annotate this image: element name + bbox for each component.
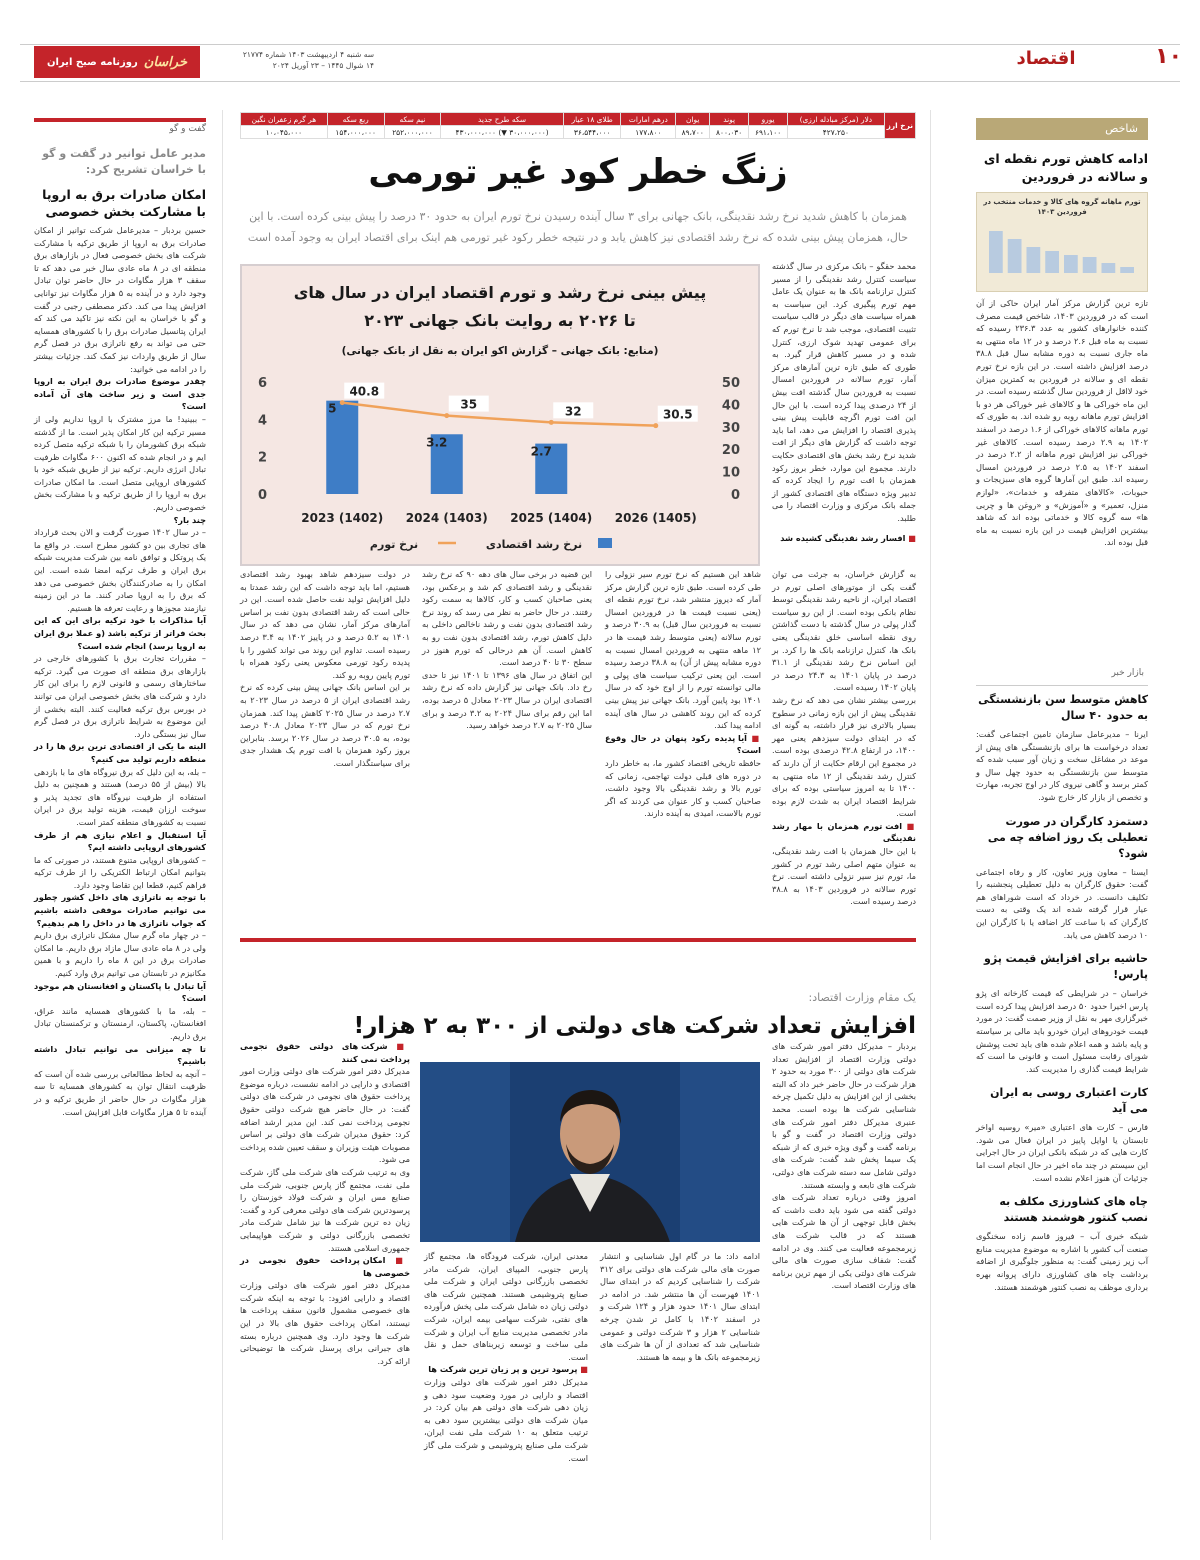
story-headline[interactable]: افزایش تعداد شرکت های دولتی از ۳۰۰ به ۲ هزار! <box>353 1013 916 1039</box>
mini-chart-bar <box>989 231 1003 273</box>
news-body: ایسنا – معاون وزیر تعاون، کار و رفاه اجتماعی گفت: حقوق کارگران به دلیل تعطیلی پنجشنبه را تکلیف دانست. در خرداد که است شوراهای هم عیار قرار گرفته شده اند یک وقتی به دست کارگران که با ساعت کار اضافه یا با کارگران این ۱۰ درصد کاهش می یابد. <box>976 866 1148 940</box>
bullet-icon: ■ <box>385 1255 410 1266</box>
interview-label: گفت و گو <box>34 118 206 136</box>
mini-chart-bar <box>1064 255 1078 273</box>
date-line-1: سه شنبه ۴ اردیبهشت ۱۴۰۳ شماره ۲۱۷۷۴ <box>242 50 374 59</box>
rate-value: (۳۰،۰۰۰،۰۰۰ ▼) ۴۳۰،۰۰۰،۰۰۰ <box>441 126 564 139</box>
story-column-2 <box>600 1250 760 1363</box>
paragraph: بر این اساس بانک جهانی پیش بینی کرده که نرخ رشد اقتصادی ایران از ۵ درصد در سال ۲۰۲۳ به ۲.۷ درصد در سال ۲۰۲۵ کاهش پیدا کند. همزمان نرخ تورم که در سال ۲۰۲۳ معادل ۴۰.۸ درصد بوده، به ۳۰.۵ درصد در سال ۲۰۲۶ برسد. بنابراین بروز رکود همزمان با افت تورم یک هشدار جدی برای سیاستگذار است. <box>240 682 411 768</box>
interview-answer: – در سال ۱۴۰۲ صورت گرفت و الان بحث قرارداد های تجاری بین دو کشور مطرح است. در واقع ما یک پروتکل و توافق نامه بین شرکت مدیریت شبکه برق ایران و طرف ترکیه امضا شده است. این امکان را به صادرکنندگان بخش خصوصی می دهد که برق را به اروپا صادر کنند. ما در این زمینه نیازمند مجوزها و رعایت تعرفه ها هستیم. <box>34 527 206 613</box>
date-line-2: ۱۴ شوال ۱۴۴۵ – ۲۳ آوریل ۲۰۲۴ <box>272 61 374 70</box>
inflation-point <box>340 400 345 405</box>
inflation-label: 30.5 <box>662 407 693 422</box>
subhead-text: شرکت های دولتی حقوق نجومی پرداخت نمی کنند <box>240 1041 410 1064</box>
story-column-4 <box>240 1040 410 1367</box>
mini-chart-bars <box>977 217 1147 287</box>
news-body: ایرنا – مدیرعامل سازمان تامین اجتماعی گفت: تعداد درخواست ها برای بازنشستگی های پیش از موعد در مشاغل سخت و زیان آور سبب شده که متوسط سن بازنشستگی به حدود چهل سال و کمتر برسد و گاهی نیروی کار در اوج تجربه، مهارت و تخصص از بازار کار خارج شود. <box>976 729 1148 802</box>
mini-chart-bar <box>1102 263 1116 273</box>
inflation-label: 35 <box>460 397 478 412</box>
interview-answer: – ببینید! ما مرز مشترک با اروپا نداریم ولی از مسیر ترکیه این کار امکان پذیر است. ما از گذشته شبکه برق کشورمان را با شبکه ترکیه متصل کرده ایم و در انجام شده که اکنون ۶۰۰ مگاوات ظرفیت تبادل انرژی داریم. ترکیه نیز از طریق شبکه خود با کشورهای اروپایی متصل است. ما امکان صادرات برق به اروپا را از طریق ترکیه و با مشارکت بخش خصوصی داریم. <box>34 413 206 513</box>
news-body: شبکه خبری آب – فیروز قاسم زاده سخنگوی صنعت آب کشور با اشاره به موضوع مدیریت منابع آب زیر زمینی گفت: به منظور جلوگیری از اضافه برداشت چاه های کشاورزی دارای پروانه بهره برداری موظف به نصب کنتور هوشمند هستند. <box>976 1231 1148 1292</box>
interview-answer: – در چهار ماه گرم سال مشکل ناترازی برق داریم ولی در ۸ ماه عادی سال مازاد برق داریم. ما امکان صادرات برق در این ۸ ماه را داریم و با همین مکانیزم در تابستان می توانیم برق وارد کنیم. <box>34 930 206 979</box>
chart-svg <box>242 266 758 564</box>
interview-question: آیا استقبال و اعلام نیازی هم از طرف کشورهای اروپایی داشته ایم؟ <box>34 829 206 853</box>
chart-title-line-1: پیش بینی نرخ رشد و تورم اقتصاد ایران در سال های <box>293 283 707 302</box>
main-intro-paragraph: محمد حقگو – بانک مرکزی در سال گذشته سیاست کنترل رشد نقدینگی را از مسیر کنترل ترازنامه بانک ها به عنوان یک عامل مهم تورم پیگیری کرد. این سیاست به همراه سیاست های دیگر در قالب سیاست تثبیت اقتصادی، موجب شد تا نرخ تورم که برای عمومی تهدید شوک ارزی، کنترل شده و در مسیر کاهش قرار گیرد. به طوری که طبق تازه ترین آمارهای مرکز آمار، تورم سالانه در فروردین امسال نسبت به فروردین سال گذشته افت بیش از ۲۴ درصدی پیدا کرده است. با این حال این افت تورم اگرچه قابلیت پیش بینی پذیری اقتصاد را افزایش می دهد، اما باید توجه داشت که گزارش های دیگر از افت شدید نرخ رشد بخش های اقتصادی حکایت دارند. مجموع این موارد، خطر بروز رکود همزمان با افت تورم را ایجاد کرده که تدبیر ویژه دستگاه های اقتصادی کشور از جمله بانک مرکزی و وزارت اقتصاد را می طلبد. <box>772 261 916 523</box>
interview-answer: – آنچه به لحاظ مطالعاتی بررسی شده آن است که ظرفیت انتقال توان به کشورهای همسایه تا سه هزار مگاوات در حال حاضر از طریق ترکیه و در آینده تا ۵ هزار مگاوات قابل افزایش است. <box>34 1068 206 1117</box>
interview-question: با توجه به ناترازی های داخل کشور چطور می توانیم صادرات موفقی داشته باشیم که جواب ناترازی ها در داخل را هم بدهیم؟ <box>34 892 206 928</box>
mini-chart-bar <box>1083 257 1097 273</box>
left-axis-tick: 4 <box>258 413 268 429</box>
paragraph: این اتفاق در سال های ۱۳۹۶ تا ۱۴۰۱ نیز تا حدی رخ داد. بانک جهانی نیز گزارش داده که نرخ رشد اقتصادی ایران در سال ۲۰۲۳ معادل ۵ درصد بوده، اما این رقم برای سال ۲۰۲۴ به ۳.۲ درصد و برای سال ۲۰۲۵ به ۲.۷ درصد خواهد رسید. <box>422 669 593 731</box>
paragraph: با این حال همزمان با افت رشد نقدینگی، به عنوان متهم اصلی رشد تورم در کشور ما، تورم نیز سیر نزولی داشته است. نرخ تورم سالانه در فروردین ۱۴۰۳ به ۳۸.۸ درصد رسیده است. <box>772 846 917 907</box>
mini-chart-bar <box>1120 267 1134 273</box>
interview-question: البته ما یکی از اقتصادی ترین برق ها را در منطقه داریم تولید می کنیم؟ <box>34 741 206 764</box>
inflation-mini-chart <box>976 192 1148 292</box>
legend-inflation: نرخ تورم <box>369 538 419 551</box>
newspaper-logo[interactable] <box>34 46 200 78</box>
story-column-3 <box>424 1250 588 1464</box>
main-side-column <box>772 260 916 545</box>
x-axis-label: 2024 (1403) <box>405 511 488 525</box>
x-axis-label: 2025 (1404) <box>510 511 593 525</box>
mini-chart-bar <box>1027 247 1041 273</box>
inflation-point <box>549 420 554 425</box>
paragraph: امروز وقتی درباره تعداد شرکت های دولتی گفته می شود باید دقت داشت که بخش قابل توجهی از آن ها شرکت هایی هستند که در قالب شرکت های زیرمجموعه فعالیت می کنند. وی در ادامه گفت: شفاف سازی صورت های مالی شرکت های دولتی یکی از مهم ترین برنامه های وزارت اقتصاد است. <box>772 1192 916 1291</box>
main-headline[interactable]: زنگ خطر کود غیر تورمی <box>368 152 788 192</box>
right-axis-tick: 10 <box>721 465 740 481</box>
subhead-private <box>240 1254 410 1279</box>
interview-intro: حسین بردبار – مدیرعامل شرکت توانیر از امکان صادرات برق به اروپا از طریق ترکیه با مشارکت شرکت های بخش خصوصی فعال در بازارهای برق منطقه ای در ۸ ماه عادی سال خبر می دهد که تا سقف ۳ هزار مگاوات در حال حاضر توان تبادل وجود دارد و در آینده به ۵ هزار مگاوات نیز توانایی افزایش پیدا می کند. دکتر مصطفی رجبی در گفت و گو با خراسان به این نکته نیز تاکید می کند که ایران پتانسیل صادرات برق را با کشورهای همسایه حتی می تواند به رفع ناترازی برق در فصل گرم سال از طریق واردات نیز کمک کند. جزئیات بیشتر را در ادامه می خوانید: <box>34 225 206 374</box>
rate-value: ۸۰۰،۰۳۰ <box>710 126 749 139</box>
subhead-text: آیا پدیده رکود پنهان در حال وقوع است؟ <box>605 732 761 756</box>
rate-header: درهم امارات <box>621 113 676 126</box>
interview-answer: – بله، به این دلیل که برق نیروگاه های ما با بازدهی بالا (بیش از ۵۵ درصد) هستند و همچنین به دلیل استفاده از ظرفیت نیروگاه های تجدید پذیر و سوخت ارزان قیمت، هزینه تولید برق در ایران نسبت به کشورهای منطقه کمتر است. <box>34 766 206 827</box>
rate-header: یوان <box>676 113 710 126</box>
paragraph: بردبار – مدیرکل دفتر امور شرکت های دولتی وزارت اقتصاد از افزایش تعداد شرکت های دولتی از ۳۰۰ مورد به حدود ۲ هزار شرکت در حال حاضر خبر داد که البته بخشی از این افزایش به دلیل تکمیل چرخه شناسایی شرکت ها بوده است. محمد عنبری مدیرکل دفتر امور شرکت های دولتی وزارت اقتصاد در گفت و گو با برنامه گفت و گوی ویژه خبری که از شبکه یک سیما پخش شد گفت: شرکت های دولتی شامل سه دسته شرکت های دولتی، شرکت های تابعه و وابسته هستند. <box>772 1041 916 1190</box>
rate-header: پوند <box>710 113 749 126</box>
paragraph: بررسی بیشتر نشان می دهد که نرخ رشد نقدینگی پیش از این بازه زمانی در سطوح بسیار بالاتری نیز قرار داشته، به گونه ای که در ابتدای دولت سیزدهم یعنی مهر ۱۴۰۰، در ارتفاع ۴۲.۸ درصدی بوده است. در مجموع این ارقام حکایت از آن دارند که کنترل رشد نقدینگی از ۱۲ ماه منتهی به ۱۴۰۰ تا به امروز سیاستی بوده که برای شرایط اقتصاد ایران به شدت لازم بوده است. <box>772 694 916 819</box>
right-axis-tick: 20 <box>721 443 740 459</box>
rate-value: ۳۶،۵۴۴،۰۰۰ <box>563 126 621 139</box>
bullet-icon: ■ <box>905 533 916 544</box>
rate-value: ۴۲۷،۲۵۰ <box>788 126 885 139</box>
growth-bar-label: 3.2 <box>426 435 448 450</box>
paragraph: به گزارش خراسان، به جرئت می توان گفت یکی از موتورهای اصلی تورم در اقتصاد ایران، از ناحیه رشد نقدینگی توسط نظام بانکی بوده است. از این رو سیاست گذار پولی در سال گذشته با دست گذاشتن روی نقطه اساسی خلق نقدینگی یعنی بانک ها، کنترل ترازنامه بانک ها را کرد. بر این اساس نرخ رشد نقدینگی از ۳۱.۱ درصد در پایان ۱۴۰۱ به ۲۴.۳ درصد در پایان ۱۴۰۲ رسیده است. <box>772 569 917 693</box>
subhead-text: پرسود ترین و پر زیان ترین شرکت ها <box>428 1364 578 1375</box>
paragraph: وی به ترتیب شرکت های شرکت ملی گاز، شرکت ملی نفت، مجتمع گاز پارس جنوبی، شرکت ملی صنایع مس ایران و شرکت فولاد خوزستان را پرسودترین شرکت های دولتی معرفی کرد و گفت: زیان ده ترین شرکت ها نیز شامل شرکت مادر تخصصی بازرگانی دولتی و شرکت هواپیمایی جمهوری اسلامی هستند. <box>240 1166 410 1253</box>
interview-body <box>34 224 206 1118</box>
currency-rates-table <box>240 112 916 139</box>
bazar-label: بازار خبر <box>976 668 1148 686</box>
right-axis-tick: 40 <box>721 398 740 414</box>
main-lead: همزمان با کاهش شدید نرخ رشد نقدینگی، بانک جهانی برای ۳ سال آینده رسیدن نرخ تورم ایران به حدود ۳۰ درصد را پیش بینی کرده است. با این حال، همزمان پیش بینی شده که نرخ رشد اقتصادی نیز کاهش یابد و در نتیجه خطر رکود غیر تورمی هم اینک برای اقتصاد ایران به وجود آمده است <box>247 210 909 244</box>
news-body: خراسان – در شرایطی که قیمت کارخانه ای پژو پارس اخیرا حدود ۵۰ درصد افزایش پیدا کرده است خبرگزاری مهر به نقل از وزیر صمت گفت: در مورد قیمت خودروهای ایران خودرو باید مالی بر سیاسته و پایه باشد و همه اعلام شده های باید تحت پوشش شورای رقابت مسئول است و قانونی ما است که شرایط قیمت گذاری را مدیریت کند. <box>976 988 1148 1074</box>
paragraph: ادامه داد: ما در گام اول شناسایی و انتشار صورت های مالی شرکت های دولتی برای ۳۱۲ شرکت را شناسایی کردیم که در ابتدای سال ۱۴۰۱ فهرست آن ها منتشر شد. در ادامه در ابتدای سال ۱۴۰۱ حدود هزار و ۱۲۴ شرکت و در اسفند ۱۴۰۲ با کامل تر شدن چرخه شناسایی ۲ هزار و ۳ شرکت دولتی و عمومی شناسایی شد که تعدادی از آن ها شرکت های زیرمجموعه بانک ها و بیمه ها هستند. <box>600 1251 760 1362</box>
mini-chart-bar <box>1045 251 1059 273</box>
legend-bar-swatch <box>598 538 612 548</box>
growth-inflation-chart <box>240 264 760 566</box>
subhead-text: افت تورم همزمان با مهار رشد نقدینگی <box>772 820 916 844</box>
page-number: ۱۰ <box>1155 44 1182 69</box>
interview-answer: – مقررات تجارت برق با کشورهای خارجی در بازارهای برق منطقه ای صورت می گیرد. ترکیه ساختارهای رسمی و قانونی لازم را برای این کار دارد و شرکت های بخش خصوصی ایران می توانند در بورس برق ترکیه فعالیت کنند. البته بخشی از این موضوع به شرایط ناترازی برق در فصل گرم سال نیز بستگی دارد. <box>34 653 206 739</box>
person-photo-illustration <box>420 1062 760 1242</box>
logo-brand: خراسان <box>143 54 188 70</box>
rates-label: نرخ ارز <box>884 113 915 139</box>
chart-source: (منابع: بانک جهانی – گزارش اکو ایران به نقل از بانک جهانی) <box>341 345 659 357</box>
main-column-2 <box>605 568 761 820</box>
story-kicker: یک مقام وزارت اقتصاد: <box>808 991 916 1004</box>
subhead-text: امکان پرداخت حقوق نجومی در خصوصی ها <box>240 1255 410 1278</box>
bullet-icon: ■ <box>902 820 916 831</box>
inflation-label: 40.8 <box>349 384 380 399</box>
interview-question: آیا مذاکرات با خود ترکیه برای این که این بحث فراتر از ترکیه باشد (و عملا برق ایران به اروپا برسد) انجام شده است؟ <box>34 615 206 651</box>
rate-header: نیم سکه <box>384 113 441 126</box>
official-photo <box>420 1062 760 1242</box>
interview-answer: – بله، ما با کشورهای همسایه مانند عراق، افغانستان، پاکستان، ارمنستان و ترکمنستان تبادل برق داریم. <box>34 1005 206 1041</box>
main-column-4 <box>240 568 410 770</box>
rate-value: ۱۰،۰۴۵،۰۰۰ <box>241 126 328 139</box>
interview-question: چقدر موضوع صادرات برق ایران به اروپا جدی است و زیر ساخت های آن آماده است؟ <box>34 376 206 412</box>
inflation-label: 32 <box>564 404 582 419</box>
interview-title[interactable]: امکان صادرات برق به اروپا با مشارکت بخش خصوصی <box>42 187 206 219</box>
rate-header: یورو <box>749 113 788 126</box>
paragraph: در دولت سیزدهم شاهد بهبود رشد اقتصادی هستیم، اما باید توجه داشت که این رشد عمدتا به دلیل افزایش تولید نفت حاصل شده است. این در حالی است که رشد اقتصادی بدون نفت بر اساس آمارهای مرکز آمار، نشان می دهد که در سال ۱۴۰۱ به ۵.۲ درصد و در پاییز ۱۴۰۲ به ۳.۴ درصد رسیده است. تداوم این روند می تواند کشور را با پدیده رکود تورمی معکوس یعنی رکود همراه با تورم پایین روبه رو کند. <box>240 569 411 680</box>
news-title[interactable]: دستمزد کارگران در صورت تعطیلی یک روز اضافه چه می شود؟ <box>987 814 1148 860</box>
mini-chart-bar <box>1008 239 1022 273</box>
subhead-liquidity <box>772 532 916 545</box>
x-axis-label: 2026 (1405) <box>614 511 697 525</box>
growth-bar-label: 2.7 <box>530 444 552 459</box>
news-list <box>976 692 1148 1293</box>
inflation-point <box>444 413 449 418</box>
rate-value: ۶۹۱،۱۰۰ <box>749 126 788 139</box>
rate-value: ۲۵۲،۰۰۰،۰۰۰ <box>384 126 441 139</box>
rate-header: سکه طرح جدید <box>441 113 564 126</box>
rate-value: ۱۷۷،۸۰۰ <box>621 126 676 139</box>
paragraph: مدیرکل دفتر امور شرکت های دولتی وزارت اقتصاد و دارایی در مورد وضعیت سود دهی و زیان دهی شرکت های دولتی هم بیان کرد: در میان شرکت های دولتی بیشترین سود دهی به ترتیب متعلق به ۱۰ شرکت ملی نفت ایران، شرکت ملی صنایع پتروشیمی و شرکت ملی گاز است. <box>424 1376 589 1463</box>
interview-question: چند بار؟ <box>173 514 206 525</box>
subhead-profitable <box>424 1363 588 1376</box>
section-title: اقتصاد <box>1016 48 1076 69</box>
left-axis-tick: 6 <box>258 376 268 391</box>
paragraph: مدیرکل دفتر امور شرکت های دولتی وزارت امور اقتصادی و دارایی در ادامه نشست، درباره موضوع پرداخت حقوق های نجومی در شرکت های دولتی گفت: در حال حاضر هیچ شرکت دولتی حقوق نجومی پرداخت نمی کند. این مدیر ارشد اضافه کرد: حقوق مدیران شرکت های دولتی بر اساس مصوبات هیئت وزیران و سقف تعیین شده پرداخت می شود. <box>240 1066 410 1165</box>
main-column-3 <box>422 568 592 732</box>
column-divider <box>222 110 223 1540</box>
bullet-icon: ■ <box>577 1364 588 1375</box>
news-title[interactable]: کاهش متوسط سن بازنشستگی به حدود ۴۰ سال <box>978 693 1148 722</box>
paragraph: شاهد این هستیم که نرخ تورم سیر نزولی را طی کرده است. طبق تازه ترین گزارش مرکز آمار که دیروز منتشر شد، نرخ تورم نقطه ای (یعنی نسبت قیمت ها در فروردین امسال نسبت به فروردین سال قبل) به ۳۰.۹ درصد و تورم سالانه (یعنی متوسط رشد قیمت ها در ۱۲ ماهه منتهی به فروردین امسال نسبت به دوره مشابه پیش از آن) به ۳۸.۸ درصد رسیده است. این یعنی ترکیب سیاست های پولی و مالی توانسته تورم را از اوج خود که در سال ۱۴۰۱ بود پایین آورد. بانک جهانی نیز پیش بینی کرده که این روند کاهشی در سال های آینده ادامه پیدا کند. <box>605 569 761 731</box>
paragraph: مدیرکل دفتر امور شرکت های دولتی وزارت اقتصاد و دارایی افزود: با توجه به اینکه شرکت های خصوصی مشمول قانون سقف پرداخت ها نیستند، امکان پرداخت حقوق های بالا در این شرکت ها وجود دارد. وی همچنین درباره بسته های جبرانی برای پرسنل شرکت ها توضیحاتی ارائه کرد. <box>240 1280 410 1366</box>
index-label: شاخص <box>976 118 1148 140</box>
subhead-inflation <box>772 820 916 845</box>
subhead-salaries <box>240 1040 410 1065</box>
x-axis-label: 2023 (1402) <box>301 511 384 525</box>
paragraph: این قضیه در برخی سال های دهه ۹۰ که نرخ رشد نقدینگی و رشد اقتصادی کم شد و برعکس بود، یعنی صاحبان کسب و کار، کالاها به سمت رکود رفتند. در حال حاضر به نظر می رسد که روند نرخ رشد اقتصادی بدون نفت و رشد ناخالص داخلی به دلیل کاهش تورم، رشد اقتصادی بدون نفت رو به کاهش است. آن هم درحالی که تورم هنوز در سطح ۳۰ تا ۴۰ درصد است. <box>422 569 592 668</box>
growth-bar-label: 5 <box>328 401 337 416</box>
right-axis-tick: 30 <box>721 420 740 436</box>
logo-text: روزنامه صبح ایران <box>47 56 138 68</box>
index-title[interactable]: ادامه کاهش تورم نقطه ای و سالانه در فروردین <box>983 151 1148 184</box>
paragraph: معدنی ایران، شرکت فرودگاه ها، مجتمع گاز پارس جنوبی، المپیای ایران، شرکت مادر تخصصی بازرگانی دولتی ایران و شرکت ملی صنایع پتروشیمی هستند. همچنین شرکت های دولتی زیان ده شامل شرکت ملی پخش فرآورده های نفتی، شرکت سهامی بیمه ایران، شرکت مادر تخصصی مدیریت منابع آب ایران و شرکت ملی ساخت و توسعه زیربناهای حمل و نقل است. <box>424 1251 588 1362</box>
news-title[interactable]: چاه های کشاورزی مکلف به نصب کنتور هوشمند هستند <box>999 1195 1148 1225</box>
index-body: تازه ترین گزارش مرکز آمار ایران حاکی از آن است که در فروردین ۱۴۰۳، شاخص قیمت مصرف کننده خانوارهای کشور به عدد ۲۳۶.۳ رسیده که نسبت به ماه قبل ۲.۶ درصد و در ۱۲ ماه منتهی به ماه جاری نسبت به دوره مشابه سال قبل ۳۸.۸ درصد افزایش داشته است. در این بازه نرخ تورم نقطه ای و سالانه در فروردین به کمترین میزان خود لااقل از فروردین سال گذشته رسیده است. در این ماه خوراکی ها و کالاهای غیر خوراکی هر دو با افزایش تورم ماهانه روبه رو شده اند. به طوری که تورم ماهانه کالاهای خوراکی از ۱.۶ درصد در اسفند ۱۴۰۲ به ۲.۹ درصد رسیده است. کالاهای غیر خوراکی نیز افزایش تورم ماهانه از ۲.۲ درصد در اسفند ۱۴۰۲ به ۲.۵ درصد در فروردین امسال رسیده اند. طبق این آمارها گروه های سبزیجات و حبوبات، «کالاهای متفرقه و خدمات»، «لوازم منزل، تعمیر» و «آموزش» و «روغن ها و چربی ها» سه گروه کالا و خدماتی بوده اند که شاهد بیشترین افزایش قیمت در این بازه نسبت به ماه قبل بوده اند. <box>975 298 1149 548</box>
interview-answer: – کشورهای اروپایی متنوع هستند، در صورتی که ما بتوانیم امکان ارتباط الکتریکی را از طرف ترکیه فراهم کنیم، قطعا این تقاضا وجود دارد. <box>34 854 206 890</box>
right-axis-tick: 50 <box>721 376 740 391</box>
rate-value: ۸۹،۷۰۰ <box>676 126 710 139</box>
rate-header: ربع سکه <box>327 113 384 126</box>
news-body: فارس – کارت های اعتباری «میر» روسیه اواخر تابستان یا اوایل پاییز در ایران فعال می شود. کارت هایی که در شبکه بانکی ایران در حال اجرایی این سیستم در چند ماه اخیر در حال انجام است اما جزئیات آن هنوز اعلام نشده است. <box>976 1122 1148 1183</box>
rate-value: ۱۵۴،۰۰۰،۰۰۰ <box>327 126 384 139</box>
inflation-point <box>653 423 658 428</box>
interview-question: آیا تبادل با پاکستان و افغانستان هم موجود است؟ <box>34 980 206 1004</box>
rate-header: هر گرم زعفران نگین <box>241 113 328 126</box>
left-axis-tick: 0 <box>258 488 268 503</box>
column-divider <box>930 110 931 1540</box>
subhead-recession <box>605 732 761 757</box>
bullet-icon: ■ <box>746 732 761 743</box>
chart-title-line-2: ۲۰۲۳ تا ۲۰۲۶ به روایت بانک جهانی <box>364 311 636 330</box>
legend-growth: نرخ رشد اقتصادی <box>485 538 583 551</box>
story-column-1 <box>772 1040 916 1292</box>
main-column-1 <box>772 568 916 908</box>
story-divider <box>240 938 916 956</box>
issue-date <box>214 49 374 71</box>
news-title[interactable]: کارت اعتباری روسی به ایران می آید <box>990 1086 1148 1116</box>
paragraph: حافظه تاریخی اقتصاد کشور ما، به خاطر دارد در دوره های قبلی دولت تهاجمی، زمانی که تورم بالا و رشد نقدینگی بالا وجود داشت، صاحبان کسب و کار عنوان می کردند که اگر تورم بالاست، امیدی به آینده دارند. <box>605 757 761 819</box>
mini-chart-title: تورم ماهانه گروه های کالا و خدمات منتخب در فروردین ۱۴۰۳ <box>983 198 1141 216</box>
left-axis-tick: 2 <box>258 450 268 466</box>
rate-header: دلار (مرکز مبادله ارزی) <box>788 113 885 126</box>
subhead-text: افسار رشد نقدینگی کشیده شد <box>780 533 906 544</box>
interview-question: تا چه میزانی می توانیم تبادل داشته باشیم؟ <box>34 1043 206 1067</box>
interview-subtitle: مدیر عامل توانیر در گفت و گو با خراسان تشریح کرد: <box>42 147 206 176</box>
bullet-icon: ■ <box>387 1041 410 1051</box>
news-title[interactable]: حاشیه برای افزایش قیمت پژو پارس! <box>984 952 1148 982</box>
right-axis-tick: 0 <box>730 488 740 503</box>
rate-header: طلای ۱۸ عیار <box>563 113 621 126</box>
